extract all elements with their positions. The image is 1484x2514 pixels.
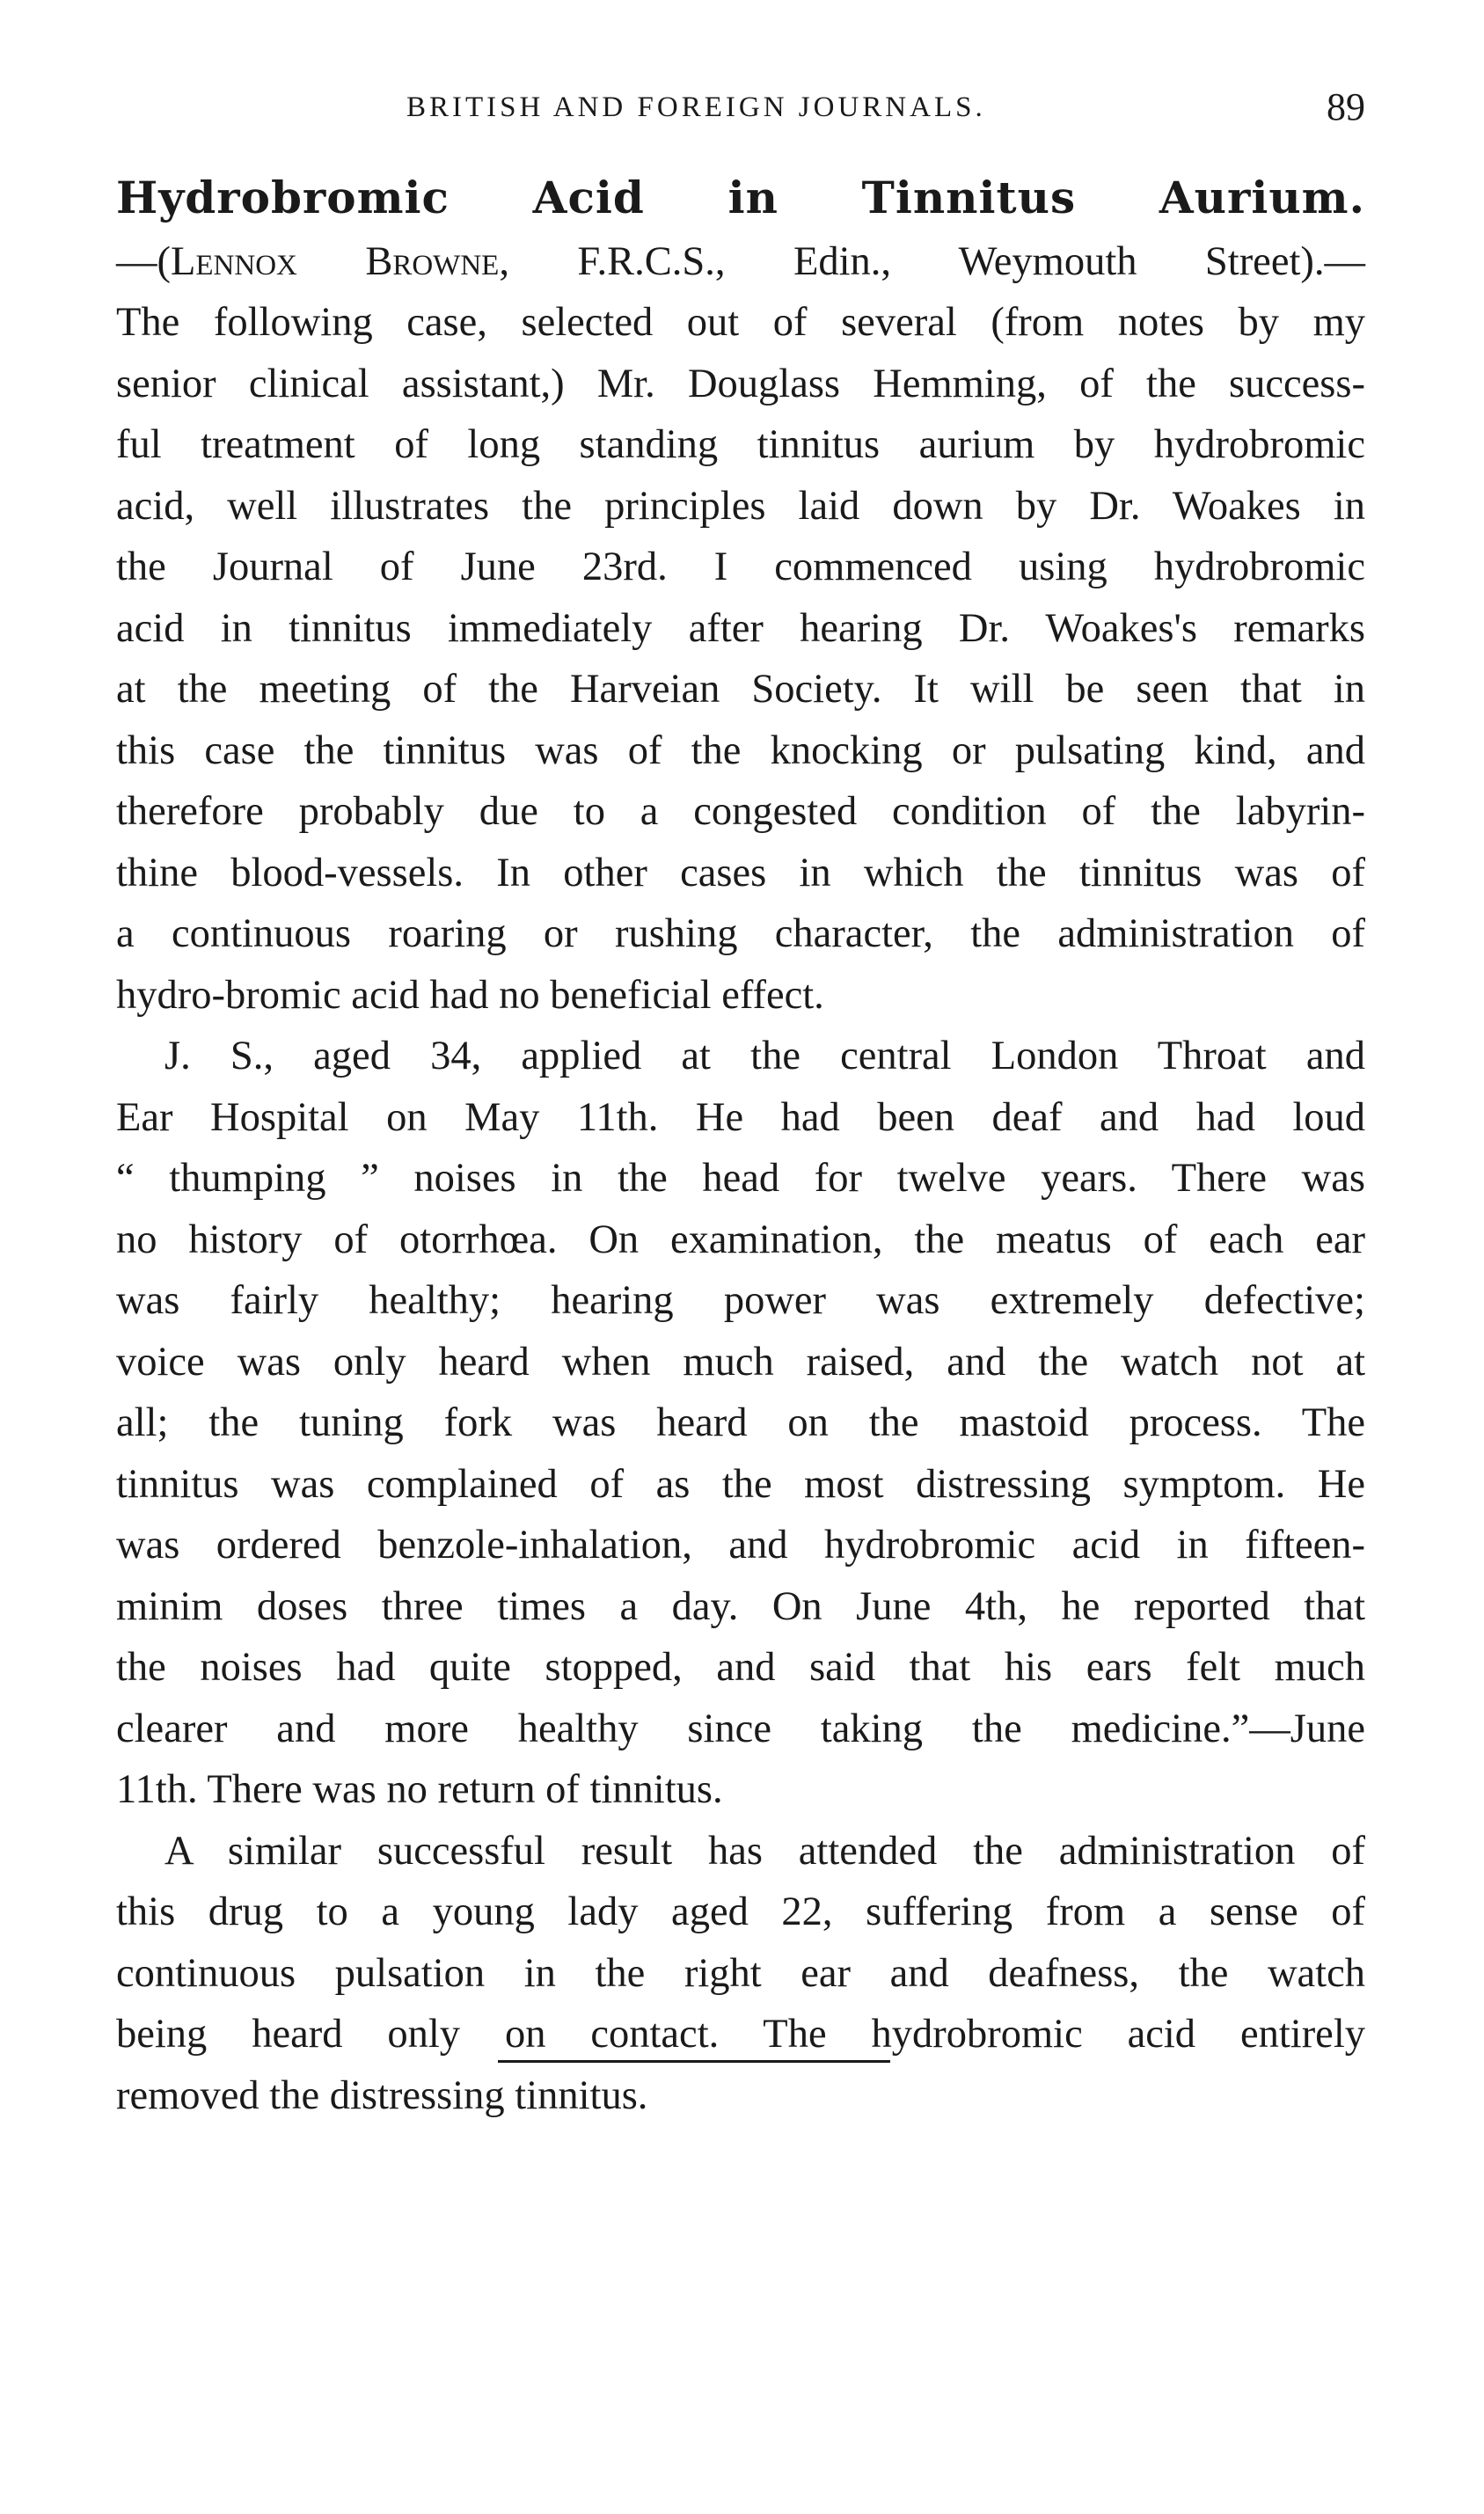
text-line: removed the distressing tinnitus.	[116, 2072, 648, 2118]
text-line: continuous pulsation in the right ear and deafness, the watch	[116, 1950, 1365, 1996]
text-line: therefore probably due to a congested condition of the labyrin-	[116, 789, 1365, 834]
byline-prefix: —(	[116, 238, 171, 284]
text-line: no history of otorrhœa. On examination, the meatus of each ear	[116, 1217, 1365, 1262]
byline-rest: , F.R.C.S., Edin., Weymouth Street).—	[499, 238, 1365, 284]
section-divider	[498, 2060, 890, 2063]
text-line: was fairly healthy; hearing power was extremely defective;	[116, 1278, 1365, 1323]
text-line: was ordered benzole-inhalation, and hydrobromic acid in fifteen-	[116, 1523, 1365, 1568]
text-line: “ thumping ” noises in the head for twelve years. There was	[116, 1156, 1365, 1201]
running-head	[116, 84, 1365, 137]
text-line: J. S., aged 34, applied at the central London Throat and	[164, 1034, 1365, 1078]
text-line: ful treatment of long standing tinnitus aurium by hydrobromic	[116, 422, 1365, 467]
text-line: a continuous roaring or rushing character, the administration of	[116, 911, 1365, 956]
text-line: this drug to a young lady aged 22, suffering from a sense of	[116, 1889, 1365, 1934]
text-line: A similar successful result has attended the administration of	[164, 1828, 1365, 1874]
paragraph-similar	[116, 1821, 1365, 2127]
text-line: minim doses three times a day. On June 4th, he reported that	[116, 1583, 1365, 1629]
author-name: Lennox Browne	[171, 238, 500, 284]
text-line: senior clinical assistant,) Mr. Douglass Hemming, of the success-	[116, 361, 1365, 406]
running-title: BRITISH AND FOREIGN JOURNALS.	[406, 91, 986, 123]
text-line: this case the tinnitus was of the knocking or pulsating kind, and	[116, 727, 1365, 773]
text-line: at the meeting of the Harveian Society. It will be seen that in	[116, 667, 1365, 712]
text-line: acid, well illustrates the principles laid down by Dr. Woakes in	[116, 483, 1365, 529]
text-line: tinnitus was complained of as the most distressing symptom. He	[116, 1461, 1365, 1507]
text-line: the Journal of June 23rd. I commenced using hydrobromic	[116, 544, 1365, 589]
article	[116, 167, 1365, 2126]
text-line: clearer and more healthy since taking the medicine.”—June	[116, 1706, 1365, 1751]
text-line: thine blood-vessels. In other cases in which the tinnitus was of	[116, 850, 1365, 895]
text-line: voice was only heard when much raised, and the watch not at	[116, 1339, 1365, 1385]
byline	[116, 231, 1365, 293]
page-number: 89	[1327, 85, 1365, 128]
text-line: 11th. There was no return of tinnitus.	[116, 1767, 723, 1812]
text-line: all; the tuning fork was heard on the mastoid process. The	[116, 1400, 1365, 1445]
paragraph-case	[116, 1026, 1365, 1821]
text-line: the noises had quite stopped, and said that his ears felt much	[116, 1645, 1365, 1690]
article-title: Hydrobromic Acid in Tinnitus Aurium.	[116, 172, 1365, 223]
paragraph-intro	[116, 231, 1365, 1027]
text-line: The following case, selected out of several (from notes by my	[116, 300, 1365, 345]
text-line: acid in tinnitus immediately after hearing Dr. Woakes's remarks	[116, 605, 1365, 651]
text-line: hydro-bromic acid had no beneficial effect.	[116, 972, 824, 1018]
text-line: being heard only on contact. The hydrobromic acid entirely	[116, 2012, 1365, 2057]
article-headline	[116, 167, 1365, 231]
text-line: Ear Hospital on May 11th. He had been deaf and had loud	[116, 1094, 1365, 1140]
